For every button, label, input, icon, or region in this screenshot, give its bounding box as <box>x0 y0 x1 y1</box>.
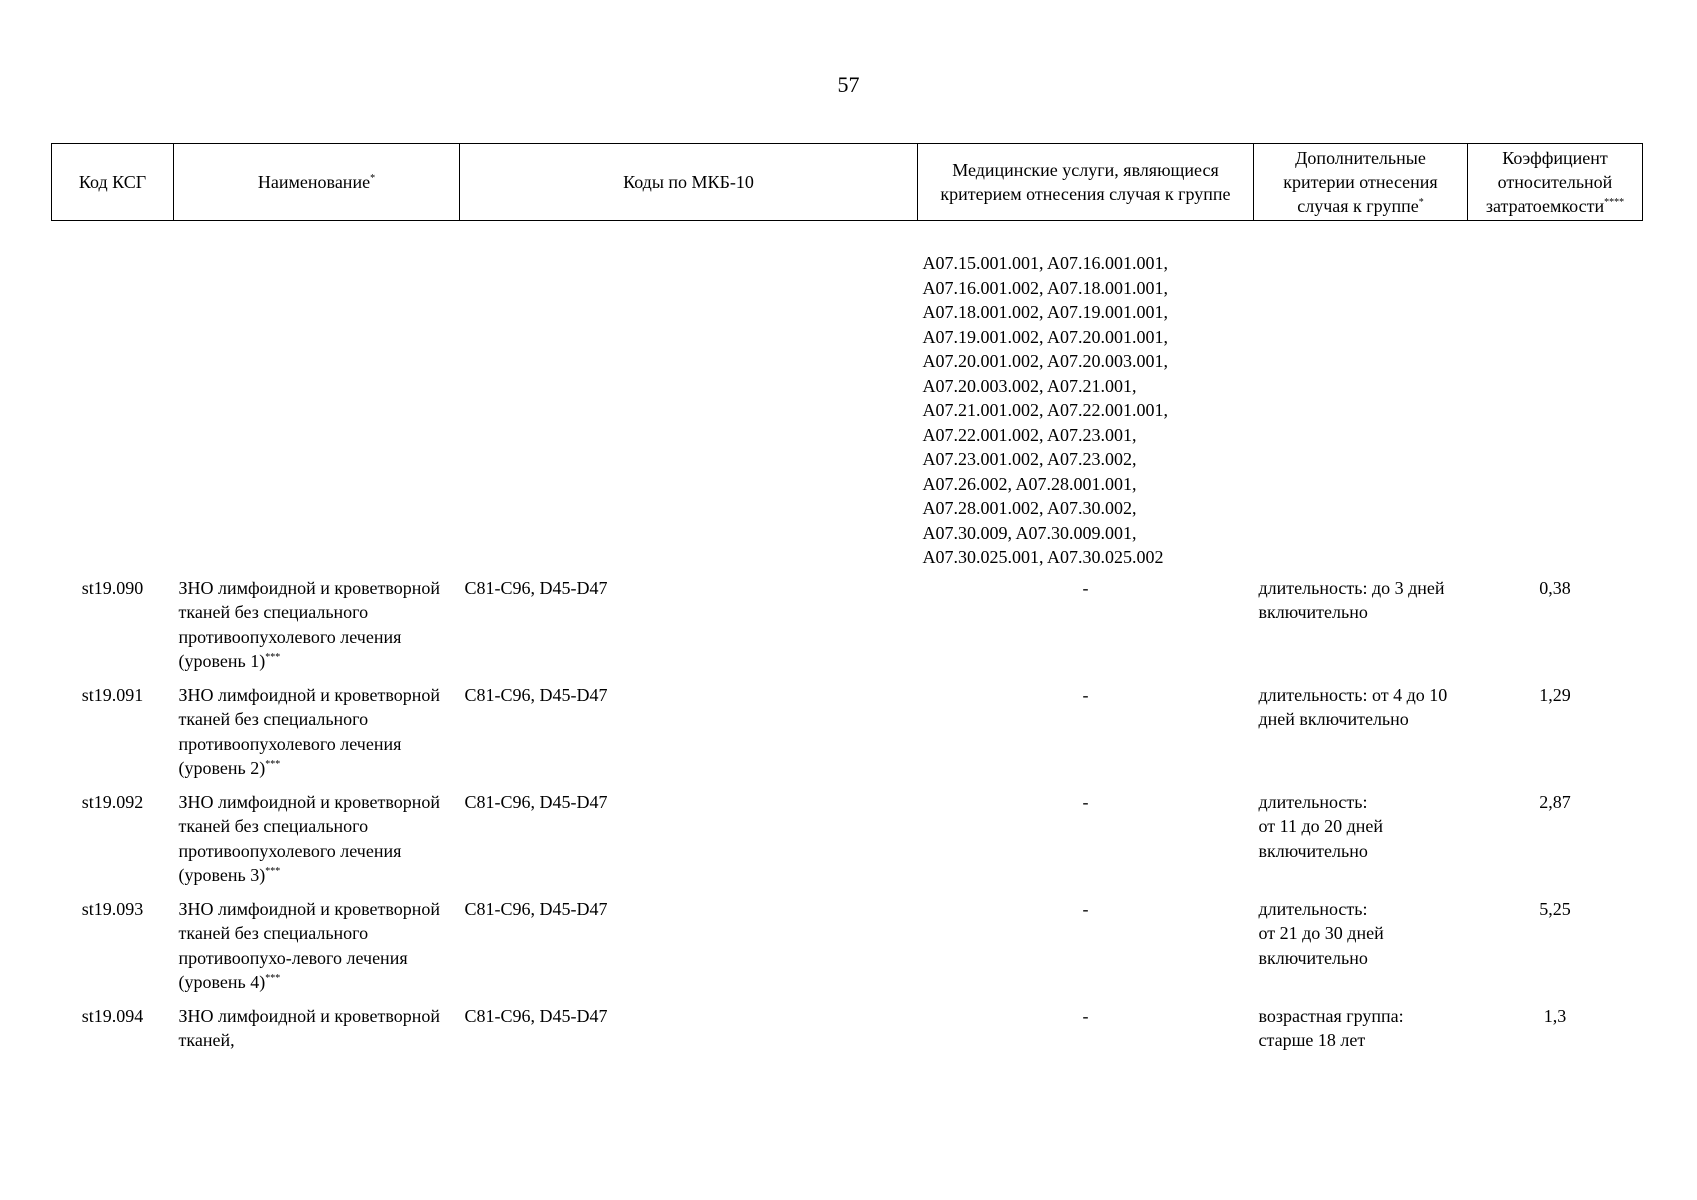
cell-name <box>174 790 460 897</box>
cell-name <box>174 576 460 683</box>
table-row <box>52 1004 1643 1062</box>
service-code-line: A07.23.001.002, A07.23.002, <box>922 449 1137 469</box>
cell-code: st19.093 <box>81 898 144 919</box>
cell-coef <box>1468 221 1643 576</box>
table-row <box>52 790 1643 897</box>
header-services: Медицинские услуги, являющиеся критерием отнесения случая к группе <box>918 144 1254 221</box>
row-name-text: ЗНО лимфоидной и кроветворной тканей, <box>178 1005 441 1050</box>
header-coefficient: Коэффициент относительной затратоемкости**** <box>1468 144 1643 221</box>
cell-extra: длительность: от 11 до 20 дней включительно <box>1258 791 1384 861</box>
cell-coef: 2,87 <box>1539 791 1571 812</box>
service-code-line: A07.30.025.001, A07.30.025.002 <box>922 547 1164 567</box>
row-name-text: ЗНО лимфоидной и кроветворной тканей без специального противоопухолевого лечения (уровень 1) <box>178 577 441 671</box>
cell-code <box>52 221 174 576</box>
cell-icd: C81-C96, D45-D47 <box>464 577 608 598</box>
cell-services <box>918 221 1254 576</box>
cell-coef: 5,25 <box>1539 898 1571 919</box>
cell-extra: длительность: от 21 до 30 дней включительно <box>1258 898 1384 968</box>
table-header-row <box>52 144 1643 221</box>
footnote-mark: *** <box>265 866 281 877</box>
cell-code: st19.091 <box>81 684 144 705</box>
service-code-line: A07.16.001.002, A07.18.001.001, <box>922 277 1169 298</box>
header-name: Наименование* <box>174 144 460 221</box>
service-code-line: A07.28.001.002, A07.30.002, <box>922 498 1137 518</box>
service-code-line: A07.21.001.002, A07.22.001.001, <box>922 400 1169 420</box>
cell-services: - <box>1082 791 1089 812</box>
cell-coef: 1,29 <box>1539 684 1571 705</box>
cell-code: st19.090 <box>81 577 144 598</box>
service-code-line: A07.20.001.002, A07.20.003.001, <box>922 351 1169 371</box>
table-row <box>52 683 1643 790</box>
table-row <box>52 897 1643 1004</box>
service-code-line: A07.22.001.002, A07.23.001, <box>922 424 1137 445</box>
cell-name <box>174 221 460 576</box>
service-code-line: A07.18.001.002, A07.19.001.001, <box>922 302 1169 322</box>
page-number: 57 <box>837 72 860 97</box>
cell-services: - <box>1082 1005 1089 1026</box>
continuation-row <box>52 221 1643 576</box>
cell-extra: длительность: от 4 до 10 дней включительно <box>1258 684 1448 729</box>
cell-services: - <box>1082 898 1089 919</box>
cell-icd: C81-C96, D45-D47 <box>464 791 608 812</box>
cell-name <box>174 1004 460 1062</box>
cell-name <box>174 897 460 1004</box>
footnote-mark: * <box>1418 197 1424 208</box>
cell-icd: C81-C96, D45-D47 <box>464 898 608 919</box>
cell-icd: C81-C96, D45-D47 <box>464 684 608 705</box>
service-code-line: A07.20.003.002, A07.21.001, <box>922 375 1137 396</box>
cell-code: st19.092 <box>81 791 144 812</box>
table-row <box>52 576 1643 683</box>
row-name-text: ЗНО лимфоидной и кроветворной тканей без специального противоопухолевого лечения (уровень 3) <box>178 791 441 885</box>
cell-extra <box>1254 221 1468 576</box>
service-code-line: A07.15.001.001, A07.16.001.001, <box>922 253 1169 273</box>
cell-services: - <box>1082 684 1089 705</box>
cell-icd <box>460 221 918 576</box>
row-name-text: ЗНО лимфоидной и кроветворной тканей без специального противоопухо-левого лечения (уровень 4) <box>178 898 441 992</box>
cell-extra: длительность: до 3 дней включительно <box>1258 577 1445 622</box>
cell-extra: возрастная группа: старше 18 лет <box>1258 1005 1404 1050</box>
header-code: Код КСГ <box>52 144 174 221</box>
footnote-mark: * <box>370 173 376 184</box>
cell-code: st19.094 <box>81 1005 144 1026</box>
cell-coef: 1,3 <box>1543 1005 1567 1026</box>
service-code-line: A07.19.001.002, A07.20.001.001, <box>922 326 1169 347</box>
footnote-mark: *** <box>265 652 281 663</box>
row-name-text: ЗНО лимфоидной и кроветворной тканей без специального противоопухолевого лечения (уровень 2) <box>178 684 441 778</box>
cell-coef: 0,38 <box>1539 577 1571 598</box>
header-icd: Коды по МКБ-10 <box>460 144 918 221</box>
cell-services: - <box>1082 577 1089 598</box>
service-code-line: A07.26.002, A07.28.001.001, <box>922 473 1137 494</box>
ksg-table <box>51 143 1643 1062</box>
cell-icd: C81-C96, D45-D47 <box>464 1005 608 1026</box>
footnote-mark: *** <box>265 973 281 984</box>
service-code-line: A07.30.009, A07.30.009.001, <box>922 522 1137 543</box>
footnote-mark: **** <box>1604 197 1625 208</box>
header-extra-criteria: Дополнительные критерии отнесения случая к группе* <box>1254 144 1468 221</box>
footnote-mark: *** <box>265 759 281 770</box>
cell-name <box>174 683 460 790</box>
